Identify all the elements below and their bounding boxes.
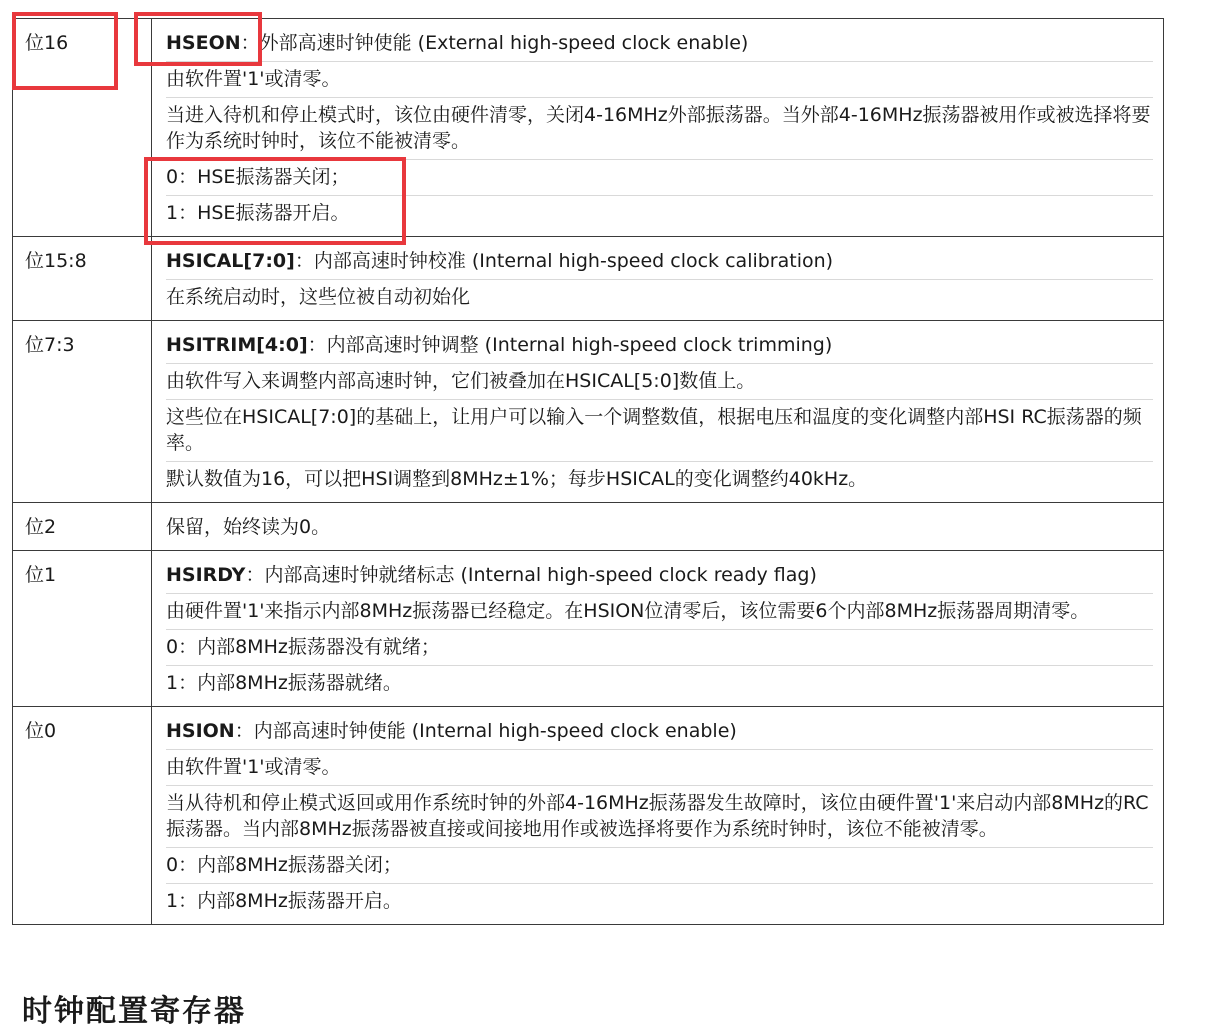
field-title: ：内部高速时钟使能 (Internal high-speed clock enable) — [234, 720, 737, 742]
field-title-line — [166, 328, 1153, 364]
field-name: HSIRDY — [166, 564, 246, 586]
field-title: ：外部高速时钟使能 (External high-speed clock enable) — [240, 32, 749, 54]
field-title-line — [166, 26, 1153, 62]
field-name: HSICAL[7:0] — [166, 250, 295, 272]
description-line: 1：内部8MHz振荡器开启。 — [166, 890, 402, 912]
register-row — [13, 19, 1164, 237]
bit-position: 位15:8 — [13, 237, 152, 321]
bit-description — [152, 551, 1164, 707]
register-row — [13, 503, 1164, 551]
field-title: ：内部高速时钟校准 (Internal high-speed clock calibration) — [294, 250, 834, 272]
bit-position: 位7:3 — [13, 321, 152, 503]
field-title-line — [166, 244, 1153, 280]
field-name: HSEON — [166, 32, 241, 54]
register-row — [13, 551, 1164, 707]
description-line: 0：HSE振荡器关闭； — [166, 160, 1153, 196]
description-line: 这些位在HSICAL[7:0]的基础上，让用户可以输入一个调整数值，根据电压和温度的变化调整内部HSI RC振荡器的频率。 — [166, 400, 1153, 462]
bit-position: 位2 — [13, 503, 152, 551]
register-description-document — [12, 18, 1164, 925]
description-line: 由软件置'1'或清零。 — [166, 750, 1153, 786]
bit-position: 位1 — [13, 551, 152, 707]
register-table-body — [13, 19, 1164, 925]
field-title-line — [166, 558, 1153, 594]
field-title: ：内部高速时钟调整 (Internal high-speed clock trimming) — [307, 334, 833, 356]
field-title-line — [166, 714, 1153, 750]
bit-description — [152, 19, 1164, 237]
description-line: 默认数值为16，可以把HSI调整到8MHz±1%；每步HSICAL的变化调整约40kHz。 — [166, 468, 868, 490]
bit-position: 位0 — [13, 707, 152, 925]
bit-description — [152, 237, 1164, 321]
description-line: 由软件置'1'或清零。 — [166, 62, 1153, 98]
description-line: 在系统启动时，这些位被自动初始化 — [166, 286, 471, 308]
field-name: HSITRIM[4:0] — [166, 334, 308, 356]
next-section-heading-cropped: 时钟配置寄存器 — [22, 994, 246, 1029]
description-line: 当进入待机和停止模式时，该位由硬件清零，关闭4-16MHz外部振荡器。当外部4-16MHz振荡器被用作或被选择将要作为系统时钟时，该位不能被清零。 — [166, 98, 1153, 160]
register-row — [13, 321, 1164, 503]
description-line: 当从待机和停止模式返回或用作系统时钟的外部4-16MHz振荡器发生故障时，该位由硬件置'1'来启动内部8MHz的RC振荡器。当内部8MHz振荡器被直接或间接地用作或被选择将要作为系统时钟时，该位不能被清零。 — [166, 786, 1153, 848]
description-line: 由硬件置'1'来指示内部8MHz振荡器已经稳定。在HSION位清零后，该位需要6个内部8MHz振荡器周期清零。 — [166, 594, 1153, 630]
field-title-line — [166, 510, 1153, 545]
register-row — [13, 237, 1164, 321]
field-title: 保留，始终读为0。 — [166, 516, 331, 538]
description-line: 1：HSE振荡器开启。 — [166, 202, 350, 224]
bit-description — [152, 503, 1164, 551]
register-row — [13, 707, 1164, 925]
register-bit-table — [12, 18, 1164, 925]
description-line: 0：内部8MHz振荡器关闭； — [166, 848, 1153, 884]
field-title: ：内部高速时钟就绪标志 (Internal high-speed clock ready flag) — [245, 564, 817, 586]
field-name: HSION — [166, 720, 235, 742]
bit-description — [152, 321, 1164, 503]
description-line: 0：内部8MHz振荡器没有就绪； — [166, 630, 1153, 666]
bit-position: 位16 — [13, 19, 152, 237]
description-line: 由软件写入来调整内部高速时钟，它们被叠加在HSICAL[5:0]数值上。 — [166, 364, 1153, 400]
description-line: 1：内部8MHz振荡器就绪。 — [166, 672, 402, 694]
bit-description — [152, 707, 1164, 925]
